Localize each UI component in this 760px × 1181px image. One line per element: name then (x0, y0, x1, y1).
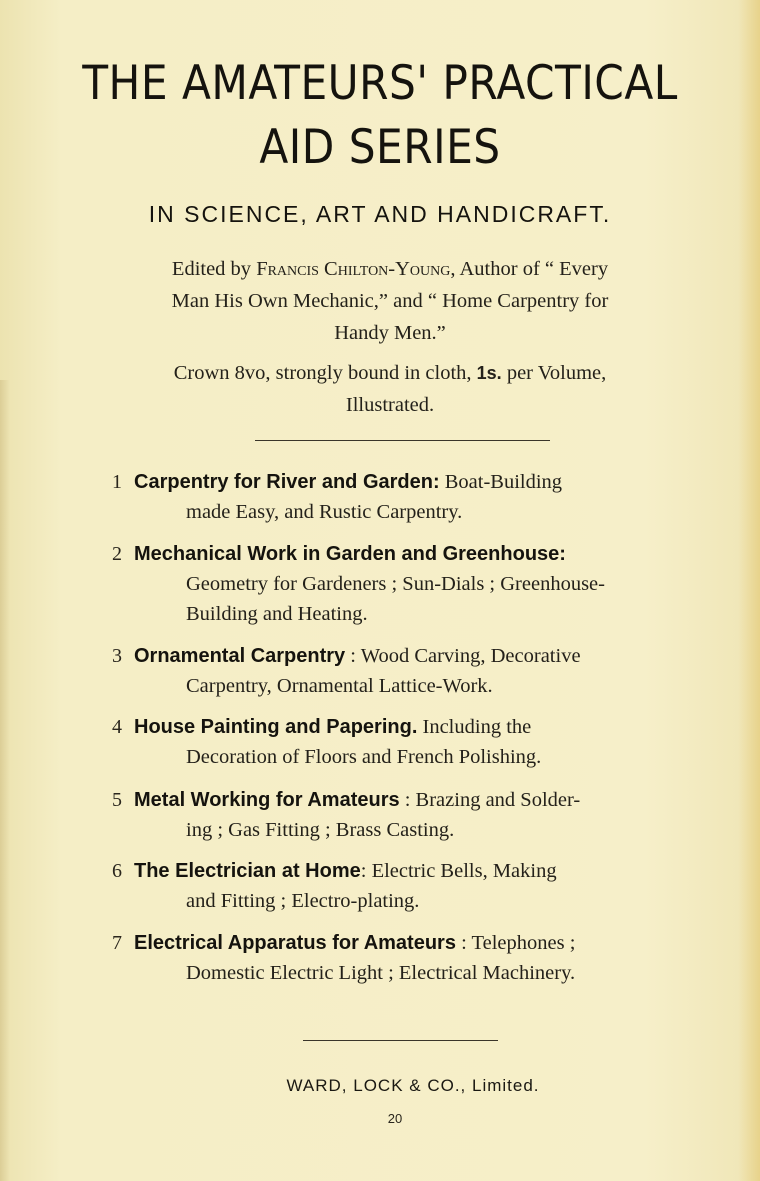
series-subtitle: IN SCIENCE, ART AND HANDICRAFT. (148, 201, 612, 227)
binding-text-b: per Volume, (501, 362, 607, 384)
divider-rule-bottom (303, 1040, 498, 1041)
editor-paragraph (90, 253, 690, 349)
volume-desc-line-2: Geometry for Gardeners ; Sun-Dials ; Greenhouse- (186, 573, 605, 595)
page-edge-shadow (738, 0, 760, 1181)
volume-number: 4 (112, 716, 122, 738)
volume-desc-line-3: Building and Heating. (186, 603, 368, 625)
volume-number: 3 (112, 645, 122, 667)
binding-text-a: Crown 8vo, strongly bound in cloth, (173, 362, 477, 384)
volume-title: Carpentry for River and Garden: (134, 471, 440, 493)
volume-desc-line-2: Domestic Electric Light ; Electrical Machinery. (186, 962, 576, 984)
volume-desc-line-2: Decoration of Floors and French Polishing. (186, 746, 542, 768)
divider-rule (255, 440, 550, 441)
volume-desc-line-1: Including the (417, 716, 532, 738)
publisher-imprint: WARD, LOCK & CO., Limited. (286, 1076, 540, 1095)
volume-entry (134, 641, 719, 701)
volume-number: 7 (112, 932, 122, 954)
volume-title: Metal Working for Amateurs (134, 789, 400, 811)
editor-name: Francis Chilton-Young (256, 258, 451, 280)
volume-desc-line-1: Boat-Building (439, 471, 563, 493)
volume-desc-line-1: : Brazing and Solder- (399, 789, 581, 811)
volume-title: Mechanical Work in Garden and Greenhouse: (134, 543, 566, 565)
volume-desc-line-2: made Easy, and Rustic Carpentry. (186, 501, 463, 523)
volume-entry (134, 928, 719, 988)
volume-entry (134, 785, 719, 845)
page-number: 20 (387, 1111, 403, 1126)
editor-line1-rest: , Author of “ Every (450, 258, 609, 280)
volume-title: The Electrician at Home (134, 860, 361, 882)
volume-desc-line-2: ing ; Gas Fitting ; Brass Casting. (186, 819, 455, 841)
volume-desc-line-2: Carpentry, Ornamental Lattice-Work. (186, 675, 493, 697)
page-gutter-shadow (0, 380, 10, 1181)
volume-desc-line-1: : Telephones ; (455, 932, 576, 954)
volume-number: 1 (112, 471, 122, 493)
editor-prefix: Edited by (171, 258, 257, 280)
volume-entry (134, 712, 719, 772)
volume-entry (134, 467, 719, 527)
series-title-line-2: AID SERIES (259, 120, 501, 175)
volume-desc-line-2: and Fitting ; Electro-plating. (186, 890, 420, 912)
binding-line-2: Illustrated. (345, 394, 435, 416)
volume-title: Electrical Apparatus for Amateurs (134, 932, 456, 954)
volume-desc-line-1: : Electric Bells, Making (360, 860, 557, 882)
editor-line-2: Man His Own Mechanic,” and “ Home Carpentry for (171, 290, 609, 312)
price: 1s. (476, 363, 502, 383)
binding-paragraph (90, 357, 690, 421)
volume-entry (134, 539, 719, 629)
volume-title: House Painting and Papering. (134, 716, 418, 738)
volume-title: Ornamental Carpentry (134, 645, 346, 667)
volume-number: 6 (112, 860, 122, 882)
volume-number: 5 (112, 789, 122, 811)
volume-entry (134, 856, 719, 916)
volume-desc-line-1: : Wood Carving, Decorative (345, 645, 581, 667)
editor-line-3: Handy Men.” (334, 322, 446, 344)
series-title-line-1: THE AMATEURS' PRACTICAL (82, 56, 678, 111)
volume-number: 2 (112, 543, 122, 565)
